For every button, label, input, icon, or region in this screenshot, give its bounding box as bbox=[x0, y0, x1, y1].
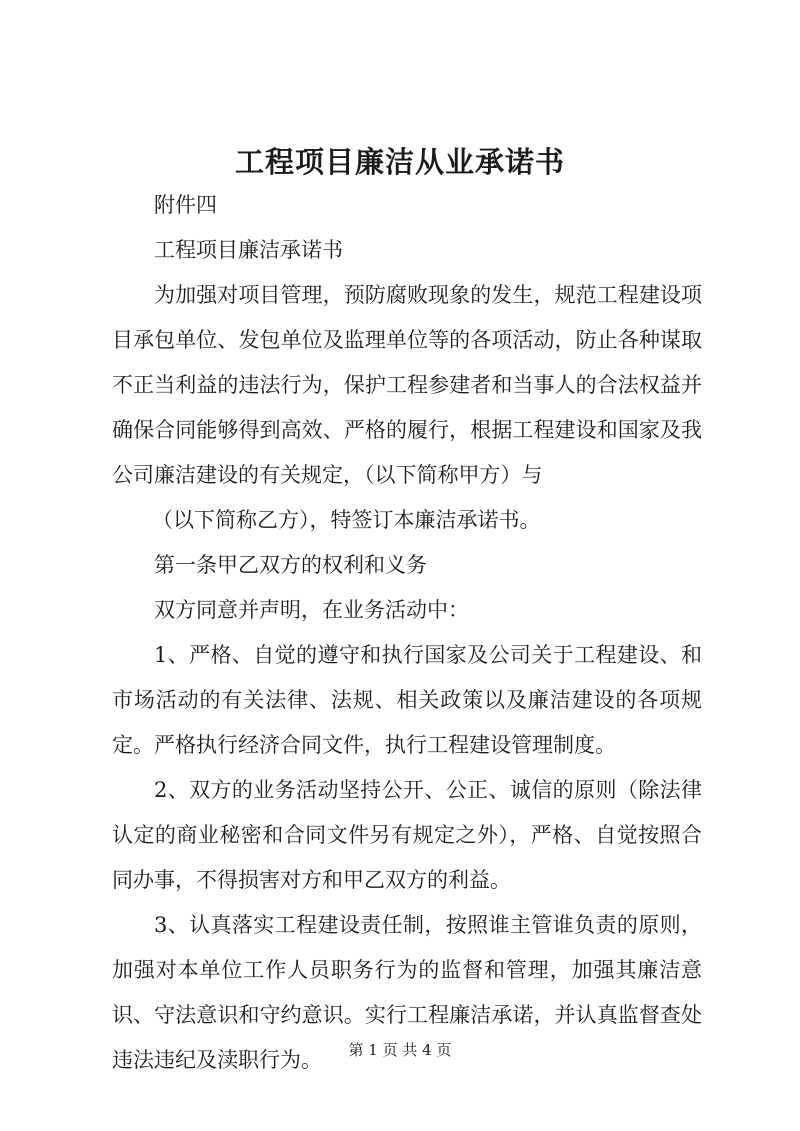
document-body bbox=[112, 183, 702, 1083]
page-number-footer: 第 1 页 共 4 页 bbox=[348, 1041, 452, 1059]
paragraph-clause-3: 3、认真落实工程建设责任制，按照谁主管谁负责的原则，加强对本单位工作人员职务行为的监督和管理，加强其廉洁意识、守法意识和守约意识。实行工程廉洁承诺，并认真监督查处违法违纪及渎职行为。 bbox=[112, 913, 702, 1072]
paragraph-subtitle: 工程项目廉洁承诺书 bbox=[154, 238, 343, 262]
paragraph-clause-2: 2、双方的业务活动坚持公开、公正、诚信的原则（除法律认定的商业秘密和合同文件另有规定之外），严格、自觉按照合同办事，不得损害对方和甲乙双方的利益。 bbox=[112, 778, 702, 892]
paragraph-attachment-label: 附件四 bbox=[154, 193, 217, 217]
document-title: 工程项目廉洁从业承诺书 bbox=[234, 145, 565, 179]
paragraph-clause-1: 1、严格、自觉的遵守和执行国家及公司关于工程建设、和市场活动的有关法律、法规、相关政策以及廉洁建设的各项规定。严格执行经济合同文件，执行工程建设管理制度。 bbox=[112, 643, 702, 757]
paragraph-preamble: 为加强对项目管理，预防腐败现象的发生，规范工程建设项目承包单位、发包单位及监理单位等的各项活动，防止各种谋取不正当利益的违法行为，保护工程参建者和当事人的合法权益并确保合同能够得到高效、严格的履行，根据工程建设和国家及我公司廉洁建设的有关规定，（以下简称甲方）与 bbox=[112, 283, 702, 487]
paragraph-article-one-heading: 第一条甲乙双方的权利和义务 bbox=[154, 553, 427, 577]
paragraph-declaration: 双方同意并声明，在业务活动中： bbox=[154, 598, 469, 622]
paragraph-party-b: （以下简称乙方），特签订本廉洁承诺书。 bbox=[152, 508, 541, 532]
